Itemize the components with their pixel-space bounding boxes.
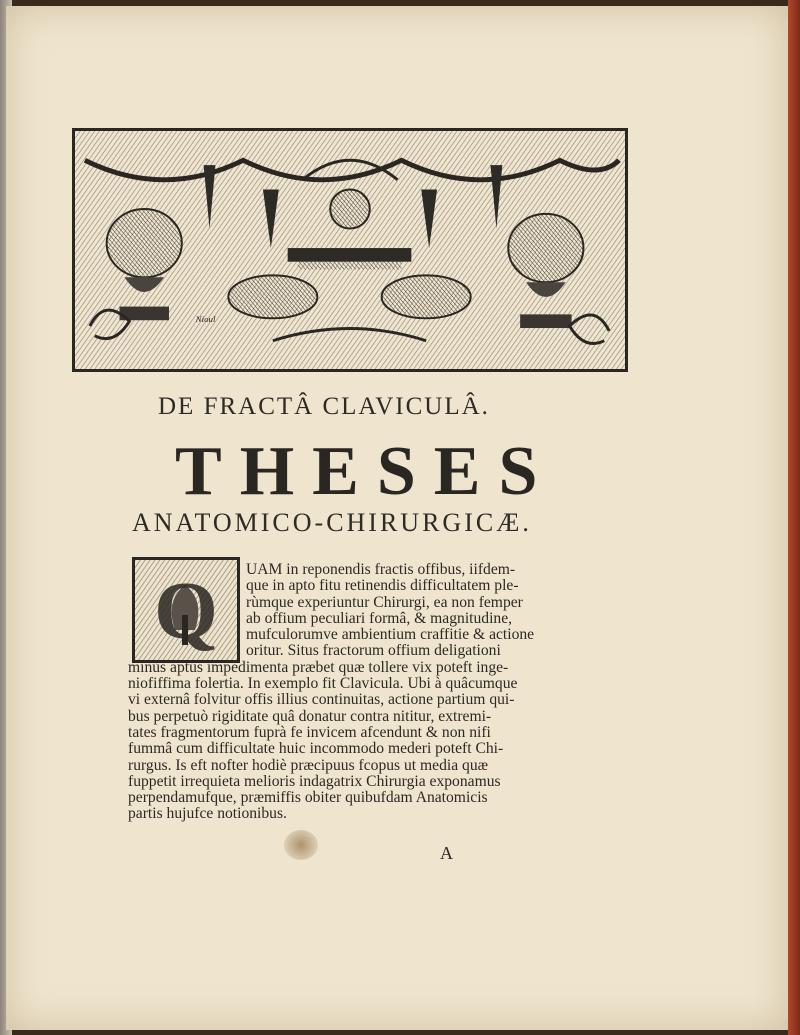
engraver-signature: Nioul [195, 314, 216, 325]
initial-letter: Q [154, 565, 218, 656]
headpiece-ornament-icon [72, 128, 628, 372]
body-line: ab offium peculiari formâ, & magnitudine, [246, 609, 513, 627]
book-cover-edge [788, 0, 800, 1035]
section-title: DE FRACTÂ CLAVICULÂ. [158, 393, 490, 420]
signature-mark: A [440, 843, 453, 863]
body-paragraph [128, 562, 553, 823]
body-line: UAM in reponendis fractis offibus, iifdem- [246, 561, 516, 578]
body-line: bus perpetuò rigiditate quâ donatur contra nititur, extremi- [128, 707, 492, 725]
body-line: minùs aptus impedimenta præbet quæ tollere vix poteft inge- [128, 658, 509, 676]
body-line: oritur. Situs fractorum offium deligationi [246, 642, 501, 660]
body-line: partis hujufce notionibus. [128, 805, 287, 823]
body-line: tates fragmentorum fuprà fe invicem afcendunt & non nifi [128, 723, 491, 741]
foxing-stain [284, 830, 318, 860]
subtitle: ANATOMICO-CHIRURGICÆ. [132, 508, 532, 537]
body-line: mufculorumve ambientium craffitie & actione [246, 626, 535, 644]
body-line: vi externâ folvitur offis illius continuitas, actione partium qui- [128, 691, 515, 709]
body-line: fuppetit irrequieta melioris indagatrix Chirurgia exponamus [128, 772, 501, 790]
body-line: fummâ cum difficultate huic incommodo mederi poteft Chi- [128, 740, 504, 758]
body-line: rurgus. Is eft nofter hodiè præcipuus fcopus ut media quæ [128, 756, 489, 774]
body-line: rùmque experiuntur Chirurgi, ea non femper [246, 593, 523, 611]
body-line: que in apto fitu retinendis difficultatem ple- [246, 577, 519, 595]
body-line: niofiffima folertia. In exemplo fit Clavicula. Ubi à quâcumque [128, 675, 518, 693]
body-line: perpendamufque, præmiffis obiter quibufdam Anatomicis [128, 789, 488, 807]
main-title: THESES [175, 433, 556, 510]
